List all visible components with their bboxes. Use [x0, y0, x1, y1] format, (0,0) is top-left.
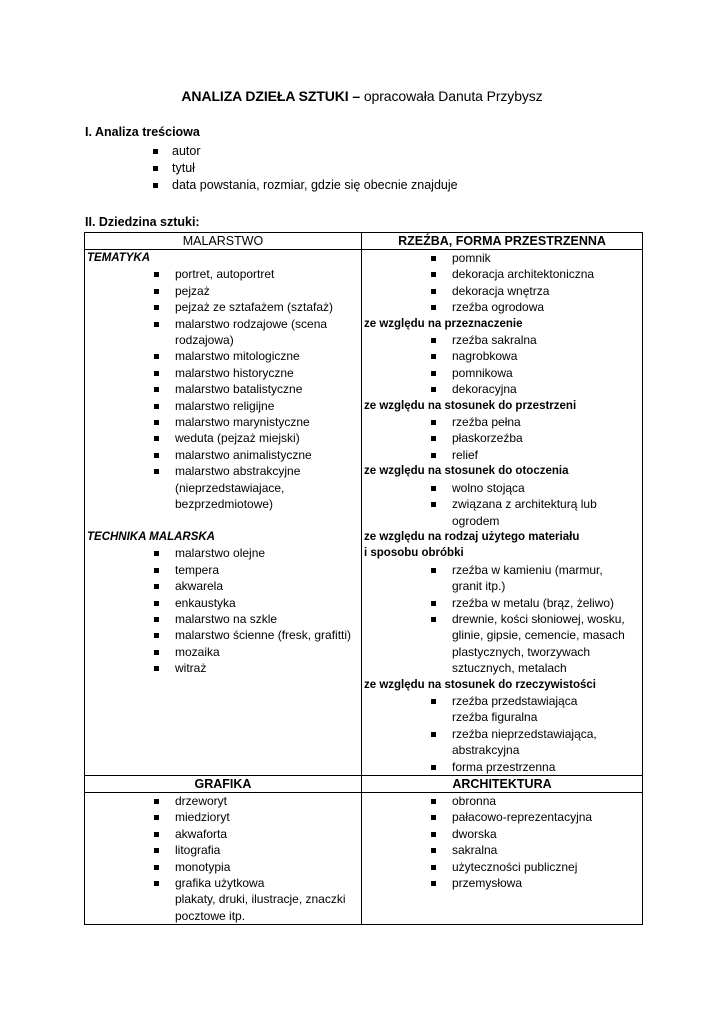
list-item-continuation: pocztowe itp.: [175, 908, 246, 923]
section1-list: [148, 143, 458, 194]
list-item: pałacowo-reprezentacyjna: [364, 809, 640, 825]
list-item: akwaforta: [87, 826, 359, 842]
list-item-continuation: (nieprzedstawiajace,: [175, 480, 285, 495]
przestrzen-heading: ze względu na stosunek do przestrzeni: [364, 399, 577, 412]
list-item: rzeźba pełna: [364, 414, 640, 430]
cell-malarstwo: [85, 250, 362, 776]
list-item: malarstwo rodzajowe (scena: [87, 316, 359, 332]
header-rzezba: RZEŹBA, FORMA PRZESTRZENNA: [362, 233, 643, 250]
list-item: malarstwo mitologiczne: [87, 348, 359, 364]
cell-architektura: [362, 793, 643, 925]
list-item: malarstwo animalistyczne: [87, 447, 359, 463]
rzeczywistosc-heading: ze względu na stosunek do rzeczywistości: [364, 678, 596, 691]
list-item: drzeworyt: [87, 793, 359, 809]
przeznaczenie-heading: ze względu na przeznaczenie: [364, 317, 523, 330]
tematyka-heading: TEMATYKA: [87, 252, 151, 264]
list-item: dworska: [364, 826, 640, 842]
list-item: weduta (pejzaż miejski): [87, 430, 359, 446]
list-item-continuation: plakaty, druki, ilustracje, znaczki: [175, 892, 346, 907]
list-item-continuation: ogrodem: [452, 513, 500, 528]
list-item: malarstwo batalistyczne: [87, 381, 359, 397]
list-item: malarstwo marynistyczne: [87, 414, 359, 430]
list-item: malarstwo ścienne (fresk, grafitti): [87, 627, 359, 643]
list-item: relief: [364, 447, 640, 463]
list-item: rzeźba przedstawiająca: [364, 693, 640, 709]
list-item: tytuł: [148, 160, 458, 177]
list-item: tempera: [87, 562, 359, 578]
list-item-continuation: glinie, gipsie, cemencie, masach: [452, 628, 625, 643]
art-fields-table: [84, 232, 643, 925]
list-item-continuation: rodzajowa): [175, 333, 234, 348]
document-title: [0, 88, 724, 104]
list-item: pejzaż ze sztafażem (sztafaż): [87, 299, 359, 315]
list-item: związana z architekturą lub: [364, 496, 640, 512]
list-item: nagrobkowa: [364, 348, 640, 364]
list-item: sakralna: [364, 842, 640, 858]
list-item: przemysłowa: [364, 875, 640, 891]
list-item-continuation: bezprzedmiotowe): [175, 497, 274, 512]
title-author: opracowała Danuta Przybysz: [360, 88, 543, 104]
header-malarstwo: MALARSTWO: [85, 233, 362, 250]
list-item: malarstwo abstrakcyjne: [87, 463, 359, 479]
list-item: pomnikowa: [364, 365, 640, 381]
material-heading: ze względu na rodzaj użytego materiału: [364, 530, 580, 543]
list-item: forma przestrzenna: [364, 759, 640, 775]
list-item: malarstwo olejne: [87, 545, 359, 561]
list-item: obronna: [364, 793, 640, 809]
list-item-continuation: granit itp.): [452, 579, 506, 594]
list-item: grafika użytkowa: [87, 875, 359, 891]
list-item: miedzioryt: [87, 809, 359, 825]
list-item: płaskorzeźba: [364, 430, 640, 446]
section2-heading: II. Dziedzina sztuki:: [85, 215, 200, 229]
list-item-continuation: plastycznych, tworzywach: [452, 644, 591, 659]
list-item: data powstania, rozmiar, gdzie się obecnie znajduje: [148, 177, 458, 194]
list-item-continuation: rzeźba figuralna: [452, 710, 538, 725]
list-item: malarstwo religijne: [87, 398, 359, 414]
list-item: mozaika: [87, 644, 359, 660]
list-item: dekoracyjna: [364, 381, 640, 397]
list-item: monotypia: [87, 859, 359, 875]
list-item: litografia: [87, 842, 359, 858]
technika-heading: TECHNIKA MALARSKA: [87, 530, 215, 543]
header-grafika: GRAFIKA: [85, 776, 362, 793]
list-item-continuation: abstrakcyjna: [452, 743, 520, 758]
list-item: rzeźba w metalu (brąz, żeliwo): [364, 595, 640, 611]
list-item-continuation: sztucznych, metalach: [452, 661, 567, 676]
list-item: rzeźba nieprzedstawiająca,: [364, 726, 640, 742]
list-item: rzeźba w kamieniu (marmur,: [364, 562, 640, 578]
list-item: pejzaż: [87, 283, 359, 299]
list-item: malarstwo historyczne: [87, 365, 359, 381]
list-item: dekoracja wnętrza: [364, 283, 640, 299]
cell-rzezba: [362, 250, 643, 776]
list-item: wolno stojąca: [364, 480, 640, 496]
title-bold: ANALIZA DZIEŁA SZTUKI –: [181, 88, 361, 104]
list-item: pomnik: [364, 250, 640, 266]
list-item: portret, autoportret: [87, 266, 359, 282]
list-item: rzeźba sakralna: [364, 332, 640, 348]
list-item: dekoracja architektoniczna: [364, 266, 640, 282]
list-item: akwarela: [87, 578, 359, 594]
list-item: rzeźba ogrodowa: [364, 299, 640, 315]
list-item: enkaustyka: [87, 595, 359, 611]
list-item: użyteczności publicznej: [364, 859, 640, 875]
list-item: malarstwo na szkle: [87, 611, 359, 627]
material-heading-cont: i sposobu obróbki: [364, 547, 464, 560]
list-item: drewnie, kości słoniowej, wosku,: [364, 611, 640, 627]
list-item: witraż: [87, 660, 359, 676]
header-architektura: ARCHITEKTURA: [362, 776, 643, 793]
list-item: autor: [148, 143, 458, 160]
section1-heading: I. Analiza treściowa: [85, 125, 200, 139]
cell-grafika: [85, 793, 362, 925]
otoczenie-heading: ze względu na stosunek do otoczenia: [364, 465, 569, 478]
